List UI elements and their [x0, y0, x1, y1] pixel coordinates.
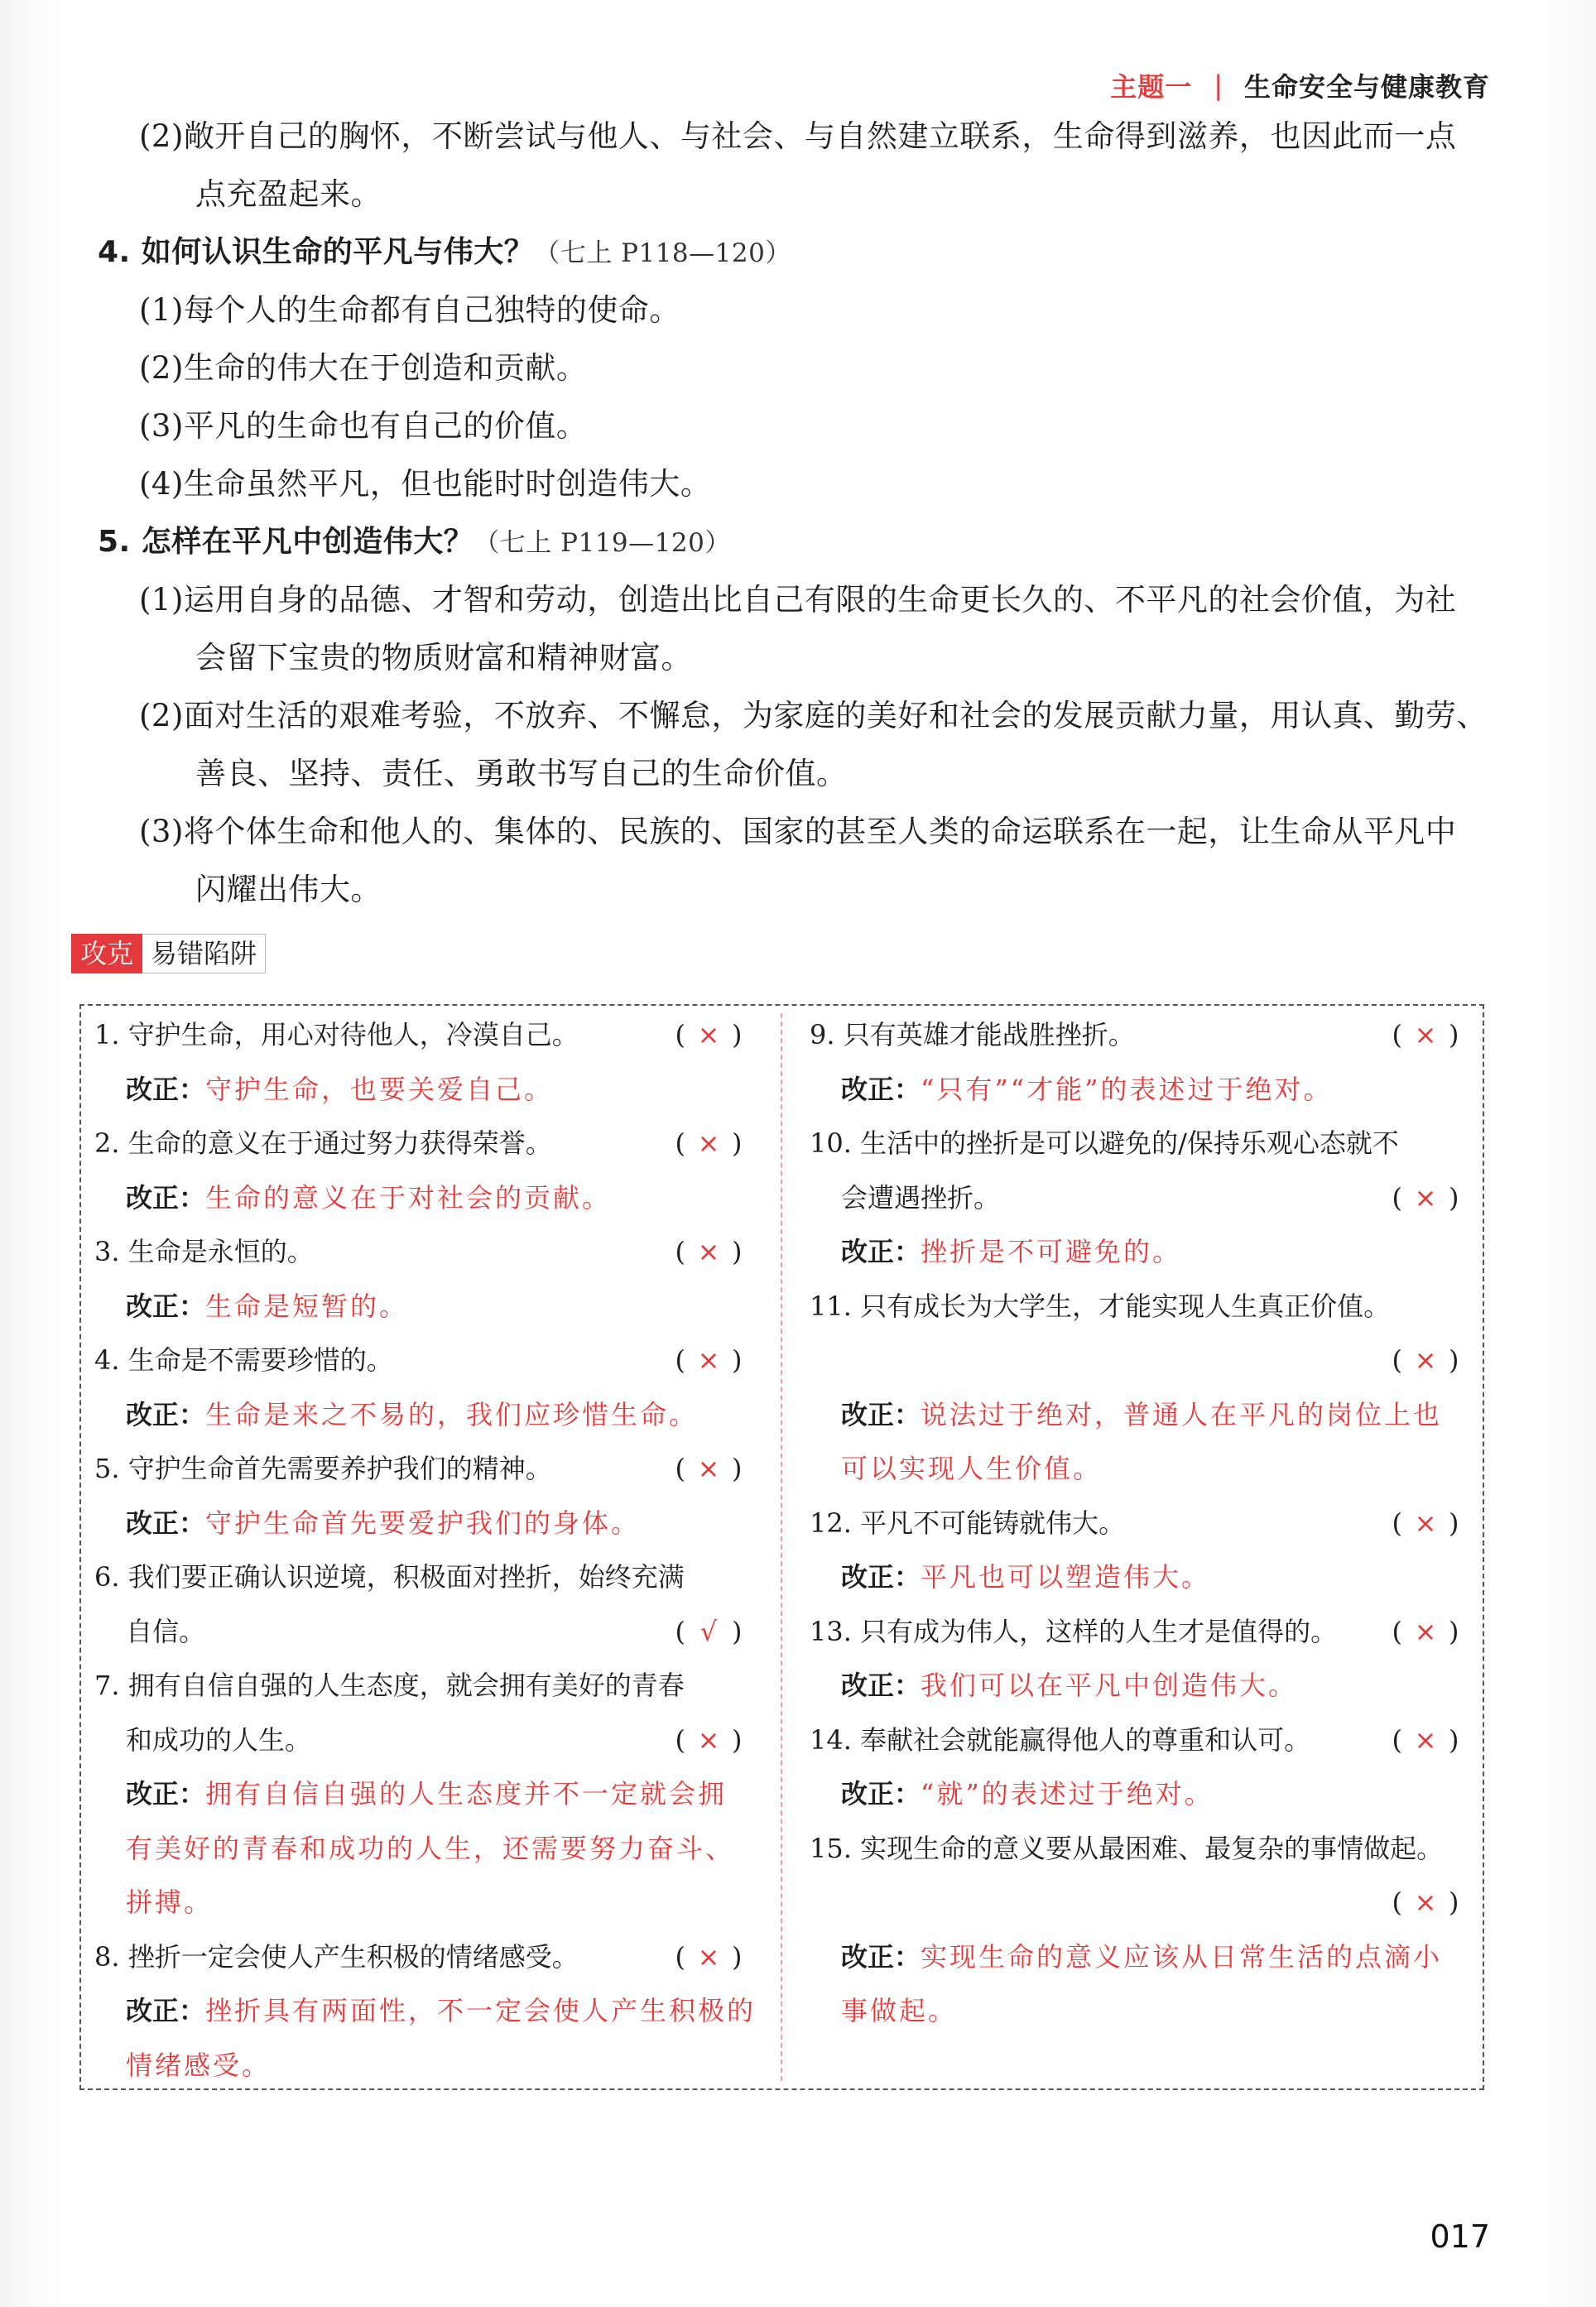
statement-text: 7. 拥有自信自强的人生态度，就会拥有美好的青春 [94, 1670, 685, 1701]
trap-statement-continued [810, 1171, 1472, 1226]
statement-text: 4. 生命是不需要珍惜的。 [94, 1344, 393, 1376]
wrong-mark: × [1414, 1181, 1437, 1214]
answer-item-continued: 点充盈起来。 [195, 176, 382, 212]
paren-open: ( [1392, 1181, 1402, 1214]
wrong-mark: × [1414, 1723, 1437, 1756]
statement-text: 13. 只有成为伟人，这样的人生才是值得的。 [810, 1615, 1338, 1647]
correction-text: 实现生命的意义应该从日常生活的点滴小 [921, 1940, 1443, 1973]
correction-label: 改正： [126, 1507, 206, 1539]
correction-continued [810, 1984, 1472, 2039]
correction-continued [810, 1442, 1472, 1497]
correction-text: “就”的表述过于绝对。 [921, 1778, 1214, 1810]
paren-open: ( [675, 1019, 685, 1050]
correction-text: 我们可以在平凡中创造伟大。 [921, 1670, 1298, 1701]
correction-label: 改正： [841, 1670, 921, 1701]
paren-close: ) [732, 1940, 743, 1973]
correction-label: 改正： [841, 1236, 921, 1267]
trap-statement [94, 1008, 755, 1063]
answer-item: (3)将个体生命和他人的、集体的、民族的、国家的甚至人类的命运联系在一起，让生命从平凡中 [139, 814, 1457, 849]
paren-close: ) [732, 1127, 743, 1159]
trap-statement-continued [94, 1713, 755, 1768]
page-number: 017 [1430, 2218, 1490, 2255]
answer-item: (1)每个人的生命都有自己独特的使命。 [139, 292, 680, 328]
paren-close: ) [1449, 1344, 1459, 1376]
statement-text: 15. 实现生命的意义要从最困难、最复杂的事情做起。 [810, 1832, 1444, 1864]
correction-label: 改正： [126, 1290, 206, 1322]
paren-close: ) [732, 1236, 743, 1267]
correction-label: 改正： [841, 1778, 921, 1810]
judgement-mark [662, 1008, 755, 1063]
correction-text: “只有”“才能”的表述过于绝对。 [921, 1073, 1333, 1105]
trap-statement [810, 1117, 1472, 1171]
trap-statement [810, 1605, 1472, 1660]
question-heading [98, 513, 1505, 571]
correct-mark: √ [699, 1615, 718, 1647]
statement-text: 14. 奉献社会就能赢得他人的尊重和认可。 [810, 1723, 1311, 1756]
wrong-mark: × [697, 1723, 720, 1756]
statement-text: 11. 只有成长为大学生，才能实现人生真正价值。 [810, 1290, 1391, 1322]
correction-text: 说法过于绝对，普通人在平凡的岗位上也 [921, 1398, 1443, 1430]
correction [810, 1930, 1472, 1985]
paren-close: ) [732, 1723, 743, 1756]
correction-label: 改正： [841, 1398, 921, 1430]
wrong-mark: × [1414, 1344, 1437, 1376]
header-subject: 生命安全与健康教育 [1243, 71, 1490, 103]
correction [94, 1171, 755, 1226]
judgement-mark [662, 1334, 755, 1388]
answer-item: (1)运用自身的品德、才智和劳动，创造出比自己有限的生命更长久的、不平凡的社会价值，为社 [139, 582, 1457, 618]
trap-statement-continued [810, 1876, 1472, 1930]
column-divider [781, 1013, 782, 2081]
correction-text: 拥有自信自强的人生态度并不一定就会拥 [205, 1778, 728, 1810]
judgement-mark [1379, 1605, 1472, 1660]
header-theme: 主题一 [1110, 71, 1193, 103]
wrong-mark: × [697, 1940, 720, 1973]
answer-item: (3)平凡的生命也有自己的价值。 [139, 408, 588, 444]
correction-continued [94, 2039, 755, 2093]
paren-open: ( [1392, 1723, 1402, 1756]
answer-item: (2)生命的伟大在于创造和贡献。 [139, 350, 588, 386]
paren-close: ) [1449, 1507, 1459, 1539]
correction-text: 挫折是不可避免的。 [921, 1236, 1182, 1267]
paren-open: ( [675, 1723, 685, 1756]
correction [810, 1659, 1472, 1713]
trap-statement [810, 1280, 1472, 1334]
correction [94, 1063, 755, 1117]
correction [94, 1280, 755, 1334]
paren-open: ( [675, 1344, 685, 1376]
correction-text: 情绪感受。 [126, 2049, 272, 2081]
judgement-mark [662, 1225, 755, 1280]
trap-statement [94, 1659, 755, 1713]
correction-text: 生命是短暂的。 [205, 1290, 409, 1322]
textbook-reference: （七上 P118—120） [534, 238, 791, 268]
judgement-mark [662, 1605, 755, 1660]
wrong-mark: × [1414, 1507, 1437, 1539]
trap-statement [810, 1822, 1472, 1877]
statement-text: 9. 只有英雄才能战胜挫折。 [810, 1019, 1135, 1050]
statement-text: 1. 守护生命，用心对待他人，冷漠自己。 [94, 1019, 579, 1050]
correction [94, 1984, 755, 2039]
trap-statement [94, 1334, 755, 1388]
correction-text: 事做起。 [841, 1995, 958, 2026]
answer-item: (2)敞开自己的胸怀，不断尝试与他人、与社会、与自然建立联系，生命得到滋养，也因此而一点 [139, 118, 1457, 154]
right-column [810, 1008, 1472, 2039]
correction-text: 挫折具有两面性，不一定会使人产生积极的 [205, 1995, 757, 2026]
statement-text: 8. 挫折一定会使人产生积极的情绪感受。 [94, 1940, 579, 1973]
correction-text: 生命的意义在于对社会的贡献。 [205, 1181, 612, 1214]
judgement-mark [662, 1713, 755, 1768]
judgement-mark [1379, 1334, 1472, 1388]
trap-statement [94, 1930, 755, 1985]
statement-text: 3. 生命是永恒的。 [94, 1236, 314, 1267]
statement-text: 10. 生活中的挫折是可以避免的/保持乐观心态就不 [810, 1127, 1399, 1159]
answer-item: (4)生命虽然平凡，但也能时时创造伟大。 [139, 466, 712, 502]
trap-statement [94, 1117, 755, 1171]
wrong-mark: × [697, 1344, 720, 1376]
paren-open: ( [1392, 1344, 1402, 1376]
trap-statement [94, 1550, 755, 1605]
statement-text: 和成功的人生。 [126, 1723, 312, 1756]
running-header [1110, 65, 1490, 106]
statement-text: 12. 平凡不可能铸就伟大。 [810, 1507, 1126, 1539]
left-column [94, 1008, 755, 2093]
header-separator: | [1214, 70, 1223, 101]
trap-statement-continued [94, 1605, 755, 1660]
correction [94, 1497, 755, 1551]
correction-continued [94, 1876, 755, 1930]
question-text: 5. 怎样在平凡中创造伟大？ [98, 525, 474, 559]
correction-text: 守护生命首先要爱护我们的身体。 [205, 1507, 641, 1539]
trap-statement [94, 1225, 755, 1280]
correction-text: 拼搏。 [126, 1886, 214, 1918]
judgement-mark [1379, 1171, 1472, 1226]
paren-close: ) [732, 1453, 743, 1484]
trap-statement-continued [810, 1334, 1472, 1388]
paren-close: ) [1449, 1181, 1459, 1214]
answer-item-continued: 会留下宝贵的物质财富和精神财富。 [195, 640, 692, 675]
correction-label: 改正： [126, 1995, 206, 2026]
trap-statement [810, 1713, 1472, 1768]
correction-text: 平凡也可以塑造伟大。 [921, 1561, 1211, 1593]
answer-item: (2)面对生活的艰难考验，不放弃、不懈怠，为家庭的美好和社会的发展贡献力量，用认真、勤劳、 [139, 698, 1488, 733]
judgement-mark [1379, 1876, 1472, 1930]
statement-text: 自信。 [126, 1615, 206, 1647]
correction [810, 1225, 1472, 1280]
wrong-mark: × [1414, 1886, 1437, 1918]
correction [810, 1063, 1472, 1117]
wrong-mark: × [697, 1127, 720, 1159]
paren-open: ( [1392, 1886, 1402, 1918]
correction-label: 改正： [126, 1073, 206, 1105]
paren-open: ( [675, 1127, 685, 1159]
judgement-mark [662, 1442, 755, 1497]
paren-open: ( [675, 1940, 685, 1973]
correction [810, 1388, 1472, 1443]
section-tag: 攻克 [71, 934, 142, 973]
judgement-mark [1379, 1497, 1472, 1551]
statement-text: 2. 生命的意义在于通过努力获得荣誉。 [94, 1127, 552, 1159]
correction [94, 1767, 755, 1822]
correction-label: 改正： [126, 1778, 206, 1810]
correction-continued [94, 1822, 755, 1877]
paren-open: ( [675, 1453, 685, 1484]
correction [810, 1550, 1472, 1605]
section-title [71, 934, 266, 973]
correction [810, 1767, 1472, 1822]
wrong-mark: × [697, 1453, 720, 1484]
paren-open: ( [1392, 1507, 1402, 1539]
statement-text: 6. 我们要正确认识逆境，积极面对挫折，始终充满 [94, 1561, 685, 1593]
paren-open: ( [1392, 1615, 1402, 1647]
paren-open: ( [675, 1615, 685, 1647]
textbook-reference: （七上 P119—120） [474, 528, 731, 558]
correction-label: 改正： [126, 1181, 206, 1214]
correction-text: 生命是来之不易的，我们应珍惜生命。 [205, 1398, 699, 1430]
question-text: 4. 如何认识生命的平凡与伟大？ [98, 235, 535, 269]
judgement-mark [1379, 1008, 1472, 1063]
correction-text: 可以实现人生价值。 [841, 1453, 1103, 1484]
paren-open: ( [675, 1236, 685, 1267]
trap-statement [810, 1497, 1472, 1551]
wrong-mark: × [1414, 1019, 1437, 1050]
trap-statement [810, 1008, 1472, 1063]
paren-close: ) [1449, 1615, 1459, 1647]
paren-close: ) [732, 1344, 743, 1376]
wrong-mark: × [1414, 1615, 1437, 1647]
main-content [98, 108, 1505, 919]
statement-text: 5. 守护生命首先需要养护我们的精神。 [94, 1453, 552, 1484]
answer-item-continued: 闪耀出伟大。 [195, 872, 382, 907]
section-heading: 易错陷阱 [142, 934, 266, 973]
answer-item-continued: 善良、坚持、责任、勇敢书写自己的生命价值。 [195, 756, 848, 791]
judgement-mark [662, 1930, 755, 1985]
question-heading [98, 223, 1505, 281]
paren-close: ) [1449, 1886, 1459, 1918]
paren-close: ) [732, 1019, 743, 1050]
correction-label: 改正： [841, 1561, 921, 1593]
correction-label: 改正： [841, 1073, 921, 1105]
judgement-mark [1379, 1713, 1472, 1768]
paren-close: ) [732, 1615, 743, 1647]
correction [94, 1388, 755, 1443]
trap-statement [94, 1442, 755, 1497]
paren-close: ) [1449, 1723, 1459, 1756]
correction-label: 改正： [126, 1398, 206, 1430]
correction-text: 有美好的青春和成功的人生，还需要努力奋斗、 [126, 1832, 735, 1864]
statement-text: 会遭遇挫折。 [841, 1181, 1001, 1214]
wrong-mark: × [697, 1236, 720, 1267]
paren-close: ) [1449, 1019, 1459, 1050]
paren-open: ( [1392, 1019, 1402, 1050]
wrong-mark: × [697, 1019, 720, 1050]
judgement-mark [662, 1117, 755, 1171]
correction-text: 守护生命，也要关爱自己。 [205, 1073, 554, 1105]
correction-label: 改正： [841, 1940, 921, 1973]
